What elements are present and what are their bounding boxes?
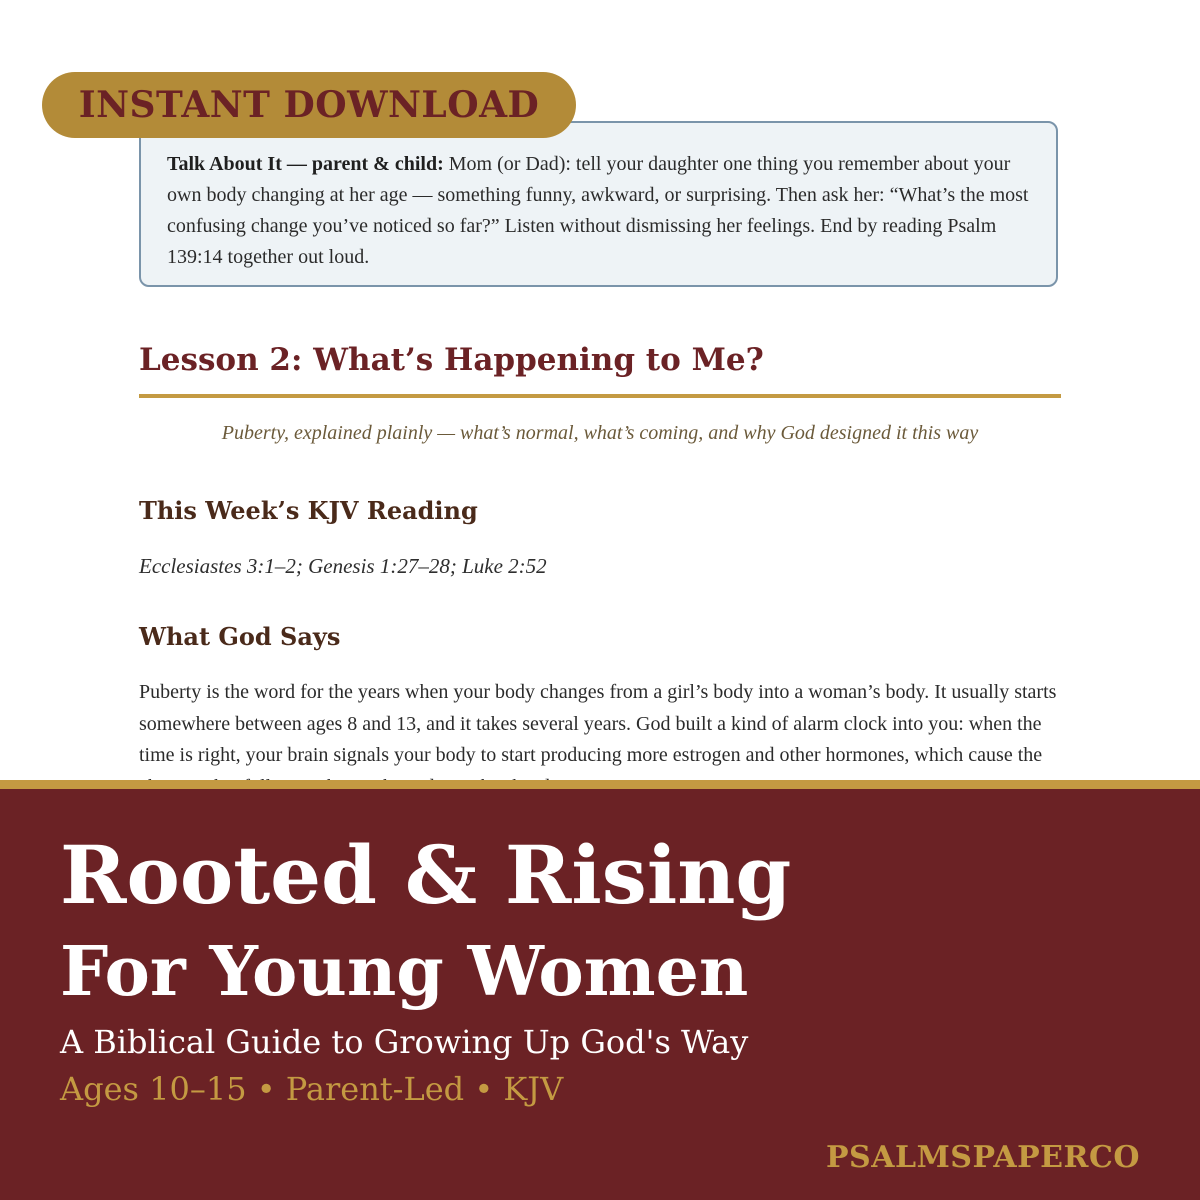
title-divider (139, 394, 1061, 398)
talk-about-text: Mom (or Dad): tell your daughter one thing you remember about your own body changing at her age — something funny, awkward, or surprising. Then ask her: “What’s the most confusing change you’ve noticed so far?” Listen without dismissing her feelings. End by reading Psalm 139:14 together out loud. (167, 153, 1029, 268)
lesson-title: Lesson 2: What’s Happening to Me? (139, 342, 764, 378)
god-says-heading: What God Says (139, 622, 341, 651)
instant-download-badge: INSTANT DOWNLOAD (42, 72, 576, 138)
reading-references: Ecclesiastes 3:1–2; Genesis 1:27–28; Luke 2:52 (139, 554, 547, 578)
lesson-subtitle: Puberty, explained plainly — what’s normal, what’s coming, and why God designed it this way (221, 422, 979, 444)
talk-about-callout (139, 121, 1058, 287)
product-title: Rooted & Rising (60, 828, 792, 922)
lesson-body-text: Puberty is the word for the years when your body changes from a girl’s body into a woman’s body. It usually starts somewhere between ages 8 and 13, and it takes several years. God built a kind of alarm clock into you: when the time is right, your brain signals your body to start producing more estrogen and other hormones, which cause the (139, 681, 1057, 766)
talk-about-lead: Talk About It — parent & child: (167, 153, 444, 175)
product-meta: Ages 10–15 • Parent-Led • KJV (60, 1070, 564, 1108)
product-title-line2: For Young Women (60, 932, 749, 1012)
brand-name: PSALMSPAPERCO (826, 1140, 1140, 1175)
banner-gold-stripe (0, 780, 1200, 789)
reading-heading: This Week’s KJV Reading (139, 496, 478, 525)
product-subtitle: A Biblical Guide to Growing Up God's Way (60, 1023, 749, 1061)
